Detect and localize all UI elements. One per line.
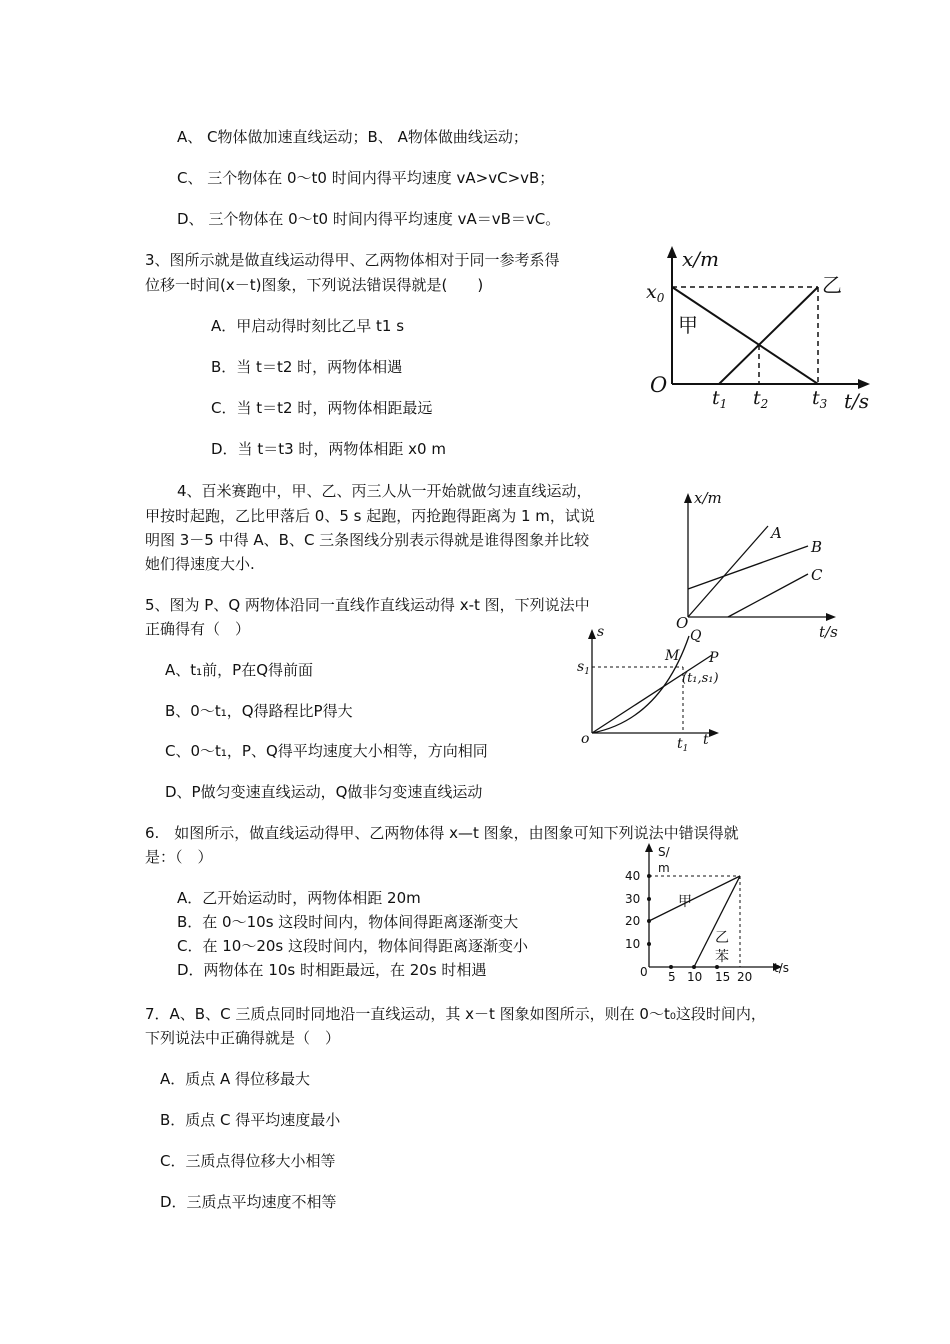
q3-xt-graph	[640, 242, 880, 417]
q5-q-label: Q	[690, 628, 702, 644]
q5-p-label: P	[709, 650, 719, 666]
q4-y-arrow	[684, 493, 692, 503]
q4-line3: 明图 3－5 中得 A、B、C 三条图线分别表示得就是谁得图象并比较	[145, 531, 590, 549]
q6-ytick-30: 30	[625, 892, 641, 906]
q3-option-c: C．当 t＝t2 时，两物体相距最远	[211, 399, 433, 417]
q6-tick-5	[669, 965, 673, 969]
q3-x-arrow	[858, 379, 870, 389]
q4-line-a	[688, 526, 768, 617]
q2-option-ab: A、 C物体做加速直线运动；B、 A物体做曲线运动；	[177, 128, 528, 146]
q4-line4: 她们得速度大小.	[145, 555, 255, 573]
q6-option-a: A．乙开始运动时，两物体相距 20m	[177, 889, 421, 907]
q7-option-a: A．质点 A 得位移最大	[160, 1070, 311, 1088]
q6-xtick-5: 5	[668, 970, 676, 984]
q5-m-label: M	[665, 648, 680, 664]
q3-t2-label: $t_2$	[753, 387, 769, 411]
q3-jia-label: 甲	[678, 313, 698, 337]
q4-xt-graph	[670, 482, 850, 642]
q6-option-c: C．在 10～20s 这段时间内，物体间得距离逐渐变小	[177, 937, 529, 955]
q5-option-a: A、t₁前，P在Q得前面	[165, 661, 314, 679]
q4-label-a: A	[771, 524, 782, 542]
q6-xtick-0: 0	[640, 965, 648, 979]
q6-line-jia	[649, 876, 740, 921]
q6-jia-label: 甲	[678, 894, 692, 910]
q7-option-b: B．质点 C 得平均速度最小	[160, 1111, 341, 1129]
q5-point-label: (t₁,s₁)	[682, 671, 719, 686]
q3-y-axis-label: x/m	[682, 247, 719, 271]
q6-ytick-10: 10	[625, 937, 641, 951]
q6-tick-15	[715, 965, 719, 969]
q6-xtick-10: 10	[687, 970, 703, 984]
q3-t3-label: $t_3$	[812, 387, 828, 411]
q6-ytick-40: 40	[625, 869, 641, 883]
q3-option-b: B．当 t＝t2 时，两物体相遇	[211, 358, 403, 376]
q6-xtick-15: 15	[715, 970, 731, 984]
q3-option-d: D．当 t＝t3 时，两物体相距 x0 m	[211, 440, 446, 458]
q6-stem-line1: 6. 如图所示，做直线运动得甲、乙两物体得 x—t 图象，由图象可知下列说法中错误得就	[145, 824, 739, 842]
q5-stem-line2: 正确得有（ ）	[145, 620, 251, 638]
q5-origin-label: o	[581, 731, 590, 747]
q4-line-c	[728, 574, 808, 617]
q6-tick-10	[647, 942, 651, 946]
q3-yi-label: 乙	[822, 273, 842, 297]
q4-line-b	[688, 546, 808, 589]
q6-option-d: D．两物体在 10s 时相距最远，在 20s 时相遇	[177, 961, 487, 979]
q5-s-label: s	[597, 624, 605, 640]
q3-stem-line1: 3、图所示就是做直线运动得甲、乙两物体相对于同一参考系得	[145, 251, 560, 269]
q4-line2: 甲按时起跑，乙比甲落后 0、5 s 起跑，丙抢跑得距离为 1 m，试说	[145, 507, 595, 525]
q6-tick-30	[647, 897, 651, 901]
q7-option-d: D．三质点平均速度不相等	[160, 1193, 337, 1211]
q3-origin-label: O	[650, 373, 668, 397]
q4-label-c: C	[811, 566, 823, 584]
q3-stem-line2: 位移一时间(x－t)图象，下列说法错误得就是( )	[145, 276, 484, 294]
q7-stem-line2: 下列说法中正确得就是（ ）	[145, 1029, 341, 1047]
q3-option-a: A．甲启动得时刻比乙早 t1 s	[211, 317, 405, 335]
q6-y-unit: m	[658, 861, 670, 875]
q3-y-arrow	[667, 246, 677, 258]
q7-option-c: C．三质点得位移大小相等	[160, 1152, 336, 1170]
q2-option-c: C、 三个物体在 0～t0 时间内得平均速度 vA>vC>vB；	[177, 169, 555, 187]
q6-ytick-20: 20	[625, 914, 641, 928]
q5-option-d: D、P做匀变速直线运动，Q做非匀变速直线运动	[165, 783, 483, 801]
q5-y-arrow	[588, 629, 596, 639]
q7-stem-line1: 7．A、B、C 三质点同时同地沿一直线运动，其 x－t 图象如图所示，则在 0～t₀这段时间内，	[145, 1005, 766, 1023]
q3-t1-label: $t_1$	[712, 387, 728, 411]
q4-label-b: B	[811, 538, 823, 556]
q3-line-yi	[719, 287, 818, 384]
q6-xtick-20: 20	[737, 970, 753, 984]
q4-x-arrow	[826, 613, 836, 621]
q6-stem-line2: 是：（ ）	[145, 848, 213, 866]
q6-y-arrow	[645, 843, 653, 852]
q4-y-axis-label: x/m	[694, 489, 722, 507]
q6-yi-label: 乙	[715, 930, 729, 946]
q6-tick-10s	[692, 965, 696, 969]
q2-option-d: D、 三个物体在 0～t0 时间内得平均速度 vA＝vB＝vC。	[177, 210, 561, 228]
q5-st-graph	[575, 622, 745, 757]
q3-x0-label: $x_0$	[646, 281, 665, 305]
q5-s1-label: $s_1$	[577, 659, 590, 677]
q4-origin-label: O	[676, 614, 689, 632]
q5-stem-line1: 5、图为 P、Q 两物体沿同一直线作直线运动得 x-t 图，下列说法中	[145, 596, 590, 614]
q6-y-label: S/	[658, 845, 670, 859]
q5-x-arrow	[709, 729, 719, 737]
q6-tick-40	[647, 874, 651, 878]
q4-line1: 4、百米赛跑中，甲、乙、丙三人从一开始就做匀速直线运动，	[177, 482, 592, 500]
q3-x-axis-label: t/s	[844, 389, 870, 413]
q5-t1-label: $t_1$	[677, 736, 689, 754]
q5-option-b: B、0～t₁，Q得路程比P得大	[165, 702, 353, 720]
q5-t-label: t	[703, 732, 709, 748]
q6-tick-20	[647, 919, 651, 923]
q6-option-b: B．在 0～10s 这段时间内，物体间得距离逐渐变大	[177, 913, 519, 931]
q6-yi-label-2: 苯	[715, 949, 729, 965]
q6-x-axis-label: t/s	[774, 961, 789, 975]
q6-st-graph	[620, 838, 790, 983]
q5-option-c: C、0～t₁，P、Q得平均速度大小相等，方向相同	[165, 742, 488, 760]
q4-x-axis-label: t/s	[819, 623, 838, 641]
